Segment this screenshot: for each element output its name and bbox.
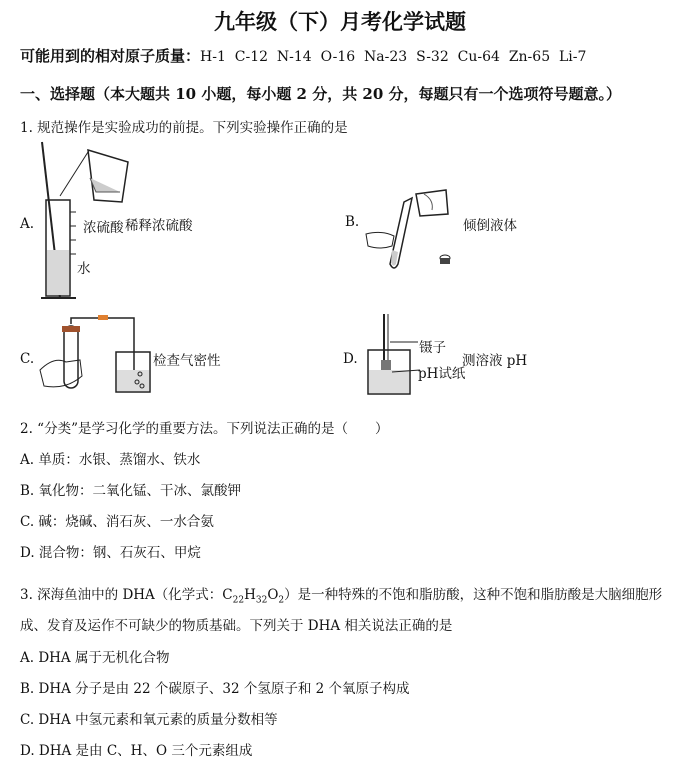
q1-option-b-letter: B. bbox=[345, 214, 360, 230]
q2-option-d: D. 混合物：钢、石灰石、甲烷 bbox=[20, 545, 201, 561]
airtight-check-illustration bbox=[36, 312, 156, 402]
q2-option-a: A. 单质：水银、蒸馏水、铁水 bbox=[20, 452, 201, 468]
q3-stem-line1 bbox=[20, 583, 662, 606]
measure-ph-illustration bbox=[362, 312, 452, 402]
q3-option-b: B. DHA 分子是由 22 个碳原子、32 个氢原子和 2 个氧原子构成 bbox=[20, 681, 410, 697]
q3-sub-oxygen: 2 bbox=[278, 595, 285, 606]
q1-d-ph-paper-label: pH试纸 bbox=[418, 366, 466, 382]
q3-option-c: C. DHA 中氢元素和氧元素的质量分数相等 bbox=[20, 712, 278, 728]
q3-stem-after: ）是一种特殊的不饱和脂肪酸，这种不饱和脂肪酸是大脑细胞形 bbox=[284, 587, 663, 603]
q1-option-d-letter: D. bbox=[343, 351, 358, 367]
q3-hydrogen: H bbox=[244, 587, 256, 603]
atomic-masses-line bbox=[20, 45, 586, 66]
q1-b-caption: 倾倒液体 bbox=[463, 218, 517, 234]
q2-option-c: C. 碱：烧碱、消石灰、一水合氨 bbox=[20, 514, 214, 530]
q3-stem-line2: 成、发育及运作不可缺少的物质基础。下列关于 DHA 相关说法正确的是 bbox=[20, 618, 453, 634]
q1-d-tweezers-label: 镊子 bbox=[419, 340, 446, 356]
atomic-masses-label: 可能用到的相对原子质量： bbox=[20, 47, 201, 65]
q1-a-reagent-label: 浓硫酸 bbox=[83, 220, 124, 236]
q3-sub-hydrogen: 32 bbox=[255, 595, 268, 606]
q1-option-a-letter: A. bbox=[20, 216, 35, 232]
section-one-heading: 一、选择题（本大题共 10 小题，每小题 2 分，共 20 分，每题只有一个选项符号题意。） bbox=[20, 85, 622, 103]
q1-option-c-letter: C. bbox=[20, 351, 35, 367]
q1-a-water-label: 水 bbox=[77, 261, 91, 277]
q3-stem-before: 3. 深海鱼油中的 DHA（化学式：C bbox=[20, 587, 233, 603]
q2-option-b: B. 氧化物：二氧化锰、干冰、氯酸钾 bbox=[20, 483, 242, 499]
q2-stem: 2. “分类”是学习化学的重要方法。下列说法正确的是（ ） bbox=[20, 421, 389, 437]
q3-sub-carbon: 22 bbox=[232, 595, 245, 606]
q3-option-a: A. DHA 属于无机化合物 bbox=[20, 650, 170, 666]
pour-liquid-illustration bbox=[362, 180, 462, 280]
q3-oxygen: O bbox=[267, 587, 279, 603]
atomic-masses-values: H-1 C-12 N-14 O-16 Na-23 S-32 Cu-64 Zn-65 Li-7 bbox=[200, 49, 587, 65]
page-title: 九年级（下）月考化学试题 bbox=[214, 9, 466, 34]
q1-d-caption: 测溶液 pH bbox=[462, 353, 528, 369]
q1-stem: 1. 规范操作是实验成功的前提。下列实验操作正确的是 bbox=[20, 120, 348, 136]
q1-c-caption: 检查气密性 bbox=[153, 353, 221, 369]
q1-a-caption: 稀释浓硫酸 bbox=[125, 218, 193, 234]
q3-option-d: D. DHA 是由 C、H、O 三个元素组成 bbox=[20, 743, 253, 759]
